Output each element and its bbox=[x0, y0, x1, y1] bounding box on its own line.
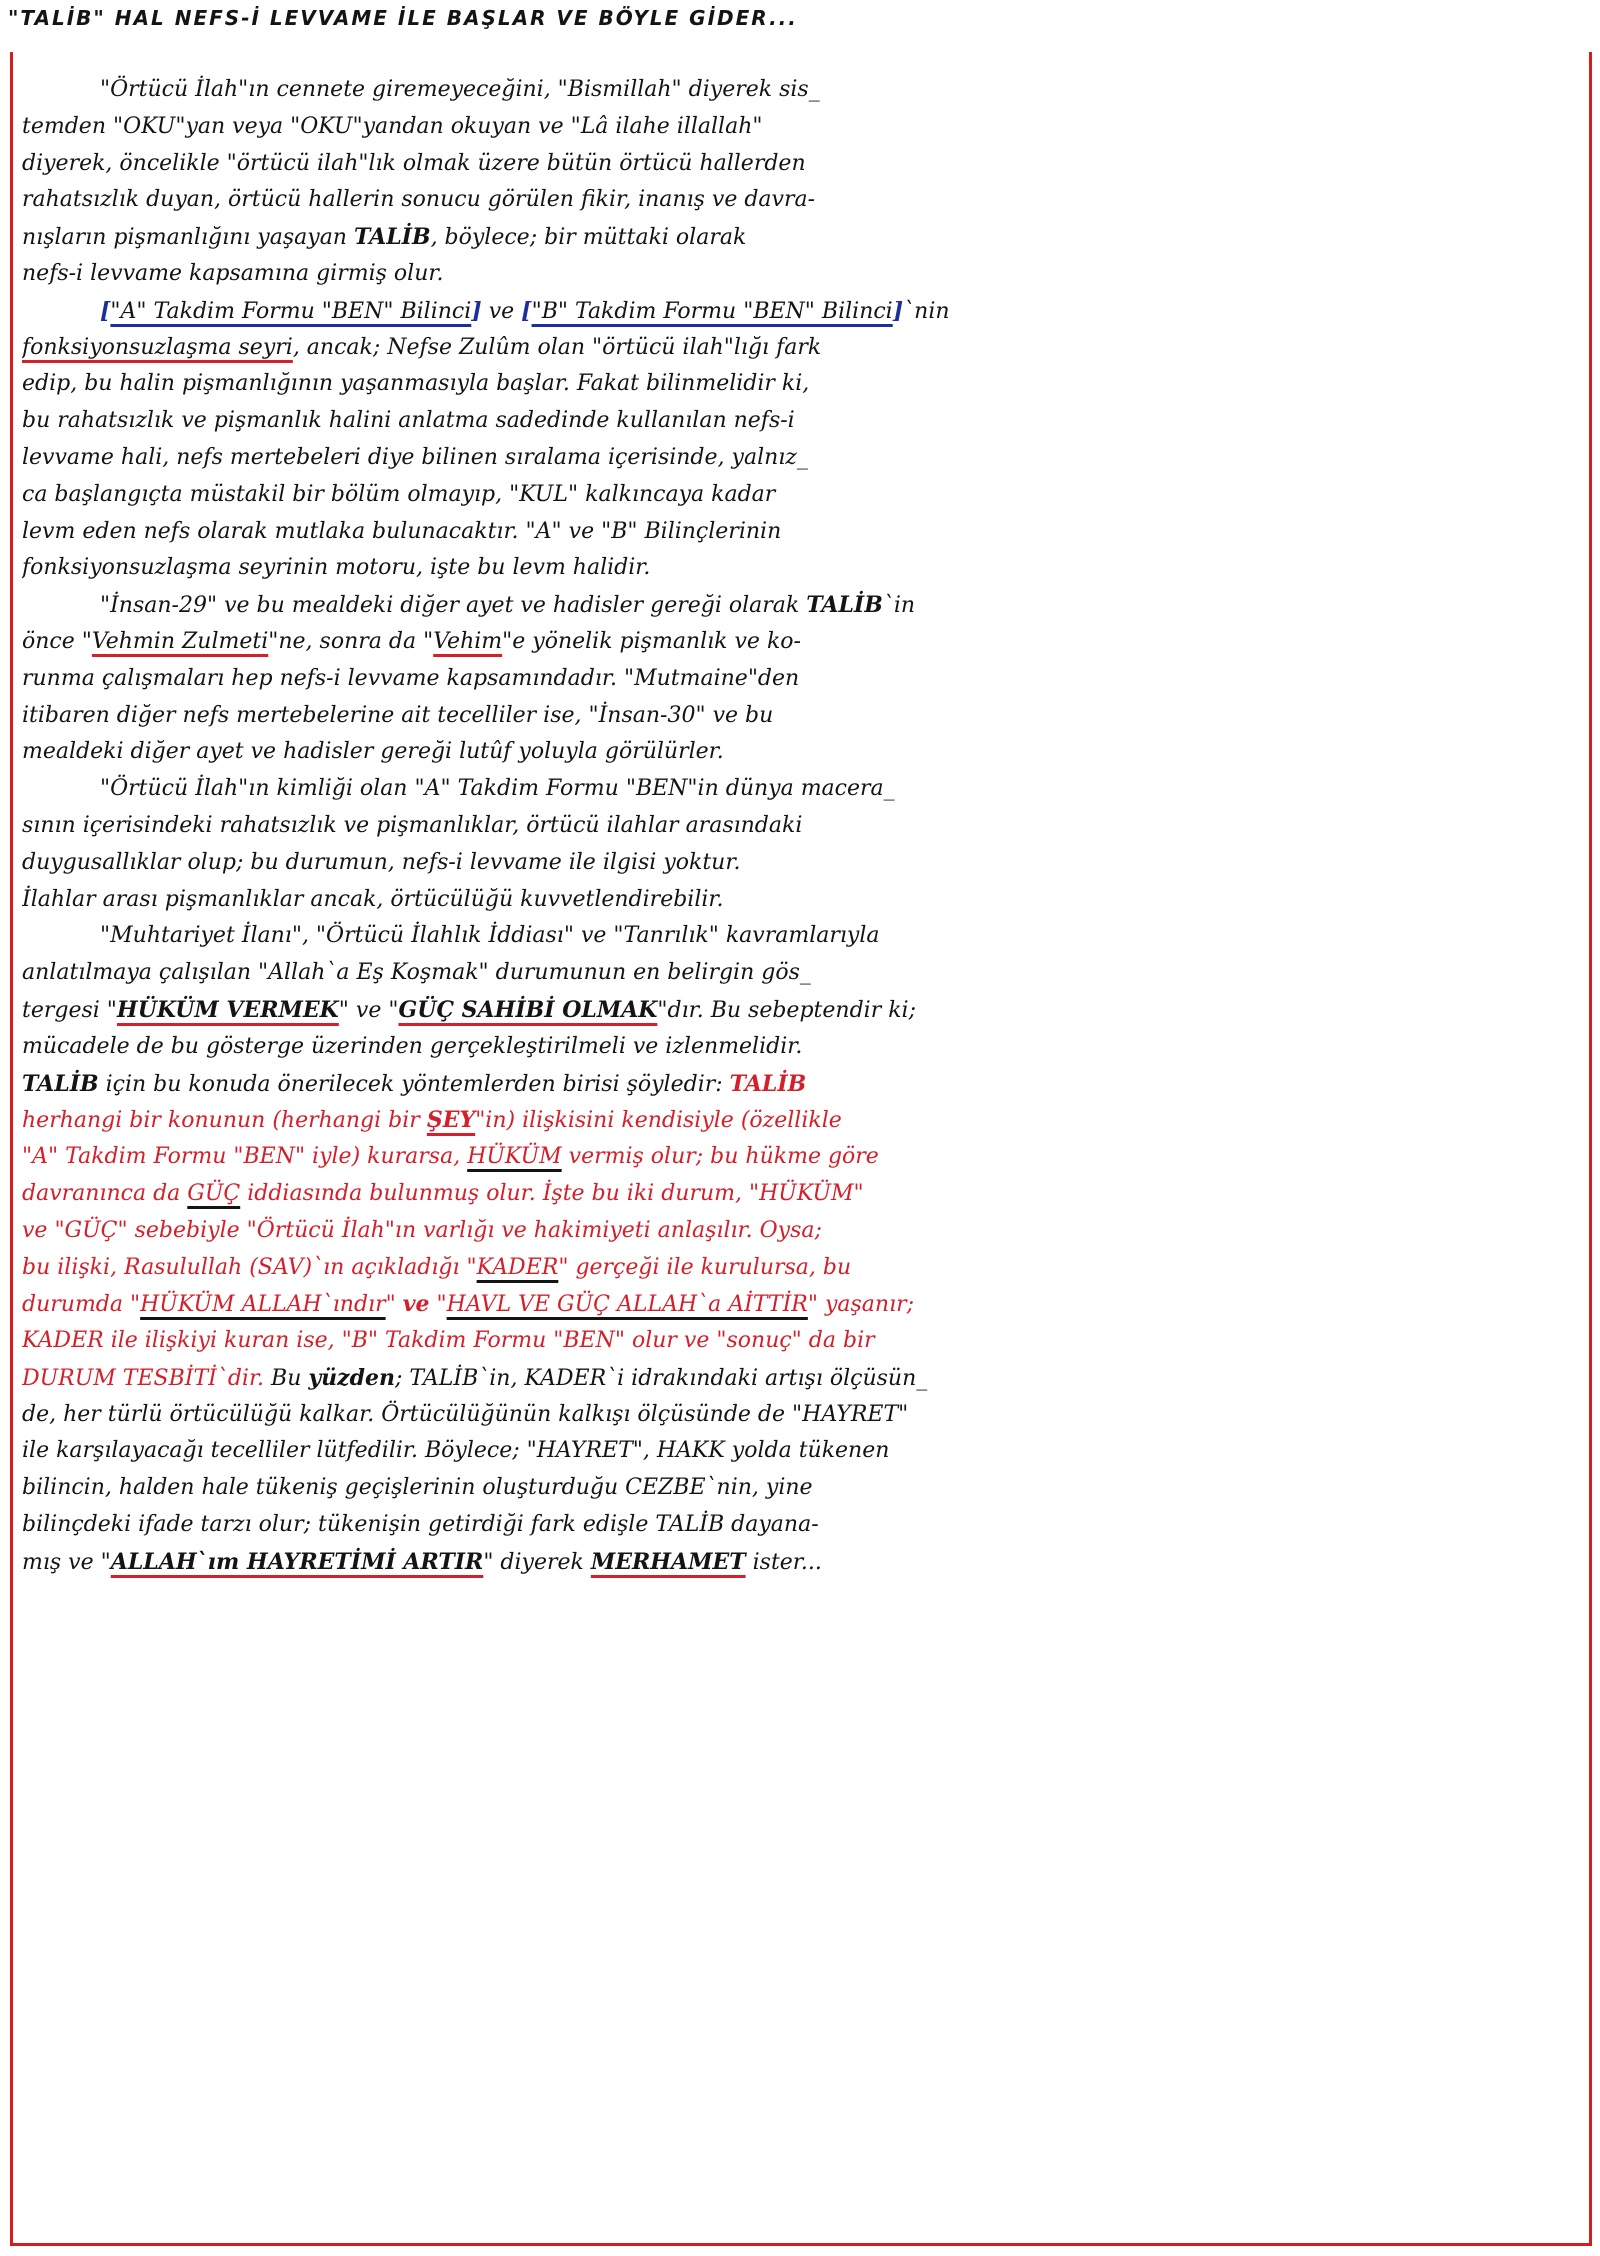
text-segment: de, her türlü örtücülüğü kalkar. Örtücülüğünün kalkışı ölçüsünde de "HAYRET" bbox=[22, 1401, 909, 1427]
text-segment: herhangi bir konunun (herhangi bir bbox=[22, 1108, 427, 1134]
text-segment: TALİB bbox=[22, 1070, 99, 1097]
text-line bbox=[22, 440, 1580, 477]
text-segment: [ bbox=[521, 297, 532, 324]
text-segment: `in bbox=[882, 593, 916, 619]
text-segment: bu rahatsızlık ve pişmanlık halini anlatma sadedinde kullanılan nefs-i bbox=[22, 408, 795, 434]
text-segment: sının içerisindeki rahatsızlık ve pişmanlıklar, örtücü ilahlar arasındaki bbox=[22, 812, 803, 838]
text-line bbox=[22, 1433, 1580, 1470]
text-segment: " ve " bbox=[338, 997, 399, 1023]
text-segment: ca başlangıçta müstakil bir bölüm olmayıp, "KUL" kalkıncaya kadar bbox=[22, 481, 776, 507]
text-segment: MERHAMET bbox=[590, 1548, 746, 1575]
text-line bbox=[22, 661, 1580, 698]
text-line bbox=[22, 918, 1580, 955]
text-segment: HAVL VE GÜÇ ALLAH`a AİTTİR bbox=[446, 1292, 808, 1318]
text-segment: bu ilişki, Rasulullah (SAV)`ın açıkladığı " bbox=[22, 1254, 477, 1280]
text-segment: davranınca da bbox=[22, 1180, 188, 1206]
text-segment: vermiş olur; bu hükme göre bbox=[561, 1144, 879, 1170]
text-segment: ve "GÜÇ" sebebiyle "Örtücü İlah"ın varlığı ve hakimiyeti anlaşılır. Oysa; bbox=[22, 1217, 822, 1243]
text-line bbox=[22, 109, 1580, 146]
text-segment: ; TALİB`in, KADER`i idrakındaki artışı ölçüsün_ bbox=[395, 1365, 928, 1391]
text-segment: " yaşanır; bbox=[807, 1292, 915, 1318]
text-segment: nışların pişmanlığını yaşayan bbox=[22, 225, 354, 251]
text-segment: " diyerek bbox=[483, 1549, 591, 1575]
text-line bbox=[22, 1176, 1580, 1213]
text-segment: Vehim bbox=[433, 628, 503, 654]
text-line bbox=[22, 1029, 1580, 1066]
text-segment: itibaren diğer nefs mertebelerine ait tecelliler ise, "İnsan-30" ve bu bbox=[22, 702, 774, 728]
text-segment: levm eden nefs olarak mutlaka bulunacaktır. "A" ve "B" Bilinçlerinin bbox=[22, 518, 782, 544]
text-segment: `nin bbox=[903, 298, 950, 324]
text-line bbox=[22, 1360, 1580, 1397]
text-segment: rahatsızlık duyan, örtücü hallerin sonucu görülen fikir, inanış ve davra- bbox=[22, 187, 816, 213]
text-line bbox=[22, 403, 1580, 440]
text-line bbox=[22, 256, 1580, 293]
text-segment: iddiasında bulunmuş olur. İşte bu iki durum, "HÜKÜM" bbox=[240, 1180, 864, 1206]
text-segment: HÜKÜM VERMEK bbox=[116, 996, 339, 1023]
text-line bbox=[22, 734, 1580, 771]
text-segment: İlahlar arası pişmanlıklar ancak, örtücülüğü kuvvetlendirebilir. bbox=[22, 886, 724, 912]
text-segment: runma çalışmaları hep nefs-i levvame kapsamındadır. "Mutmaine"den bbox=[22, 665, 800, 691]
text-line bbox=[22, 698, 1580, 735]
text-segment: ] bbox=[471, 297, 482, 324]
text-segment: DURUM TESBİTİ`dir. bbox=[22, 1365, 265, 1391]
text-segment: mücadele de bu gösterge üzerinden gerçekleştirilmeli ve izlenmelidir. bbox=[22, 1033, 803, 1059]
text-segment: mış ve " bbox=[22, 1549, 111, 1575]
text-segment: ŞEY bbox=[426, 1107, 476, 1134]
text-segment: "Örtücü İlah"ın cennete giremeyeceğini, "Bismillah" diyerek sis_ bbox=[100, 77, 820, 102]
text-segment: ve bbox=[481, 298, 522, 324]
text-line bbox=[22, 1544, 1580, 1581]
text-line bbox=[22, 293, 1580, 330]
text-line bbox=[22, 624, 1580, 661]
text-segment: edip, bu halin pişmanlığının yaşanmasıyla başlar. Fakat bilinmelidir ki, bbox=[22, 371, 810, 397]
text-segment: " bbox=[385, 1292, 403, 1318]
text-segment: ve bbox=[402, 1291, 430, 1318]
text-segment: TALİB bbox=[353, 224, 431, 251]
text-segment: "A" Takdim Formu "BEN" iyle) kurarsa, bbox=[22, 1144, 468, 1170]
text-segment: " bbox=[429, 1292, 447, 1318]
text-segment: temden "OKU"yan veya "OKU"yandan okuyan ve "Lâ ilahe illallah" bbox=[22, 113, 763, 139]
text-segment: Bu bbox=[264, 1365, 309, 1391]
text-segment: bilinçdeki ifade tarzı olur; tükenişin getirdiği fark edişle TALİB dayana- bbox=[22, 1512, 819, 1538]
page-body-text bbox=[22, 72, 1580, 1581]
text-line bbox=[22, 955, 1580, 992]
text-segment: , böylece; bir müttaki olarak bbox=[430, 225, 747, 251]
text-segment: "dır. Bu sebeptendir ki; bbox=[657, 997, 916, 1023]
text-segment: "A" Takdim Formu "BEN" Bilinci bbox=[110, 298, 472, 324]
text-line bbox=[22, 330, 1580, 367]
text-line bbox=[22, 992, 1580, 1029]
text-line bbox=[22, 1066, 1580, 1103]
text-segment: "in) ilişkisini kendisiyle (özellikle bbox=[475, 1108, 842, 1134]
text-segment: için bu konuda önerilecek yöntemlerden birisi şöyledir: bbox=[98, 1071, 730, 1097]
text-line bbox=[22, 477, 1580, 514]
text-segment: "B" Takdim Formu "BEN" Bilinci bbox=[531, 298, 893, 324]
text-segment: HÜKÜM bbox=[467, 1144, 562, 1170]
text-segment: "ne, sonra da " bbox=[268, 628, 434, 654]
text-line bbox=[22, 366, 1580, 403]
text-segment: diyerek, öncelikle "örtücü ilah"lık olmak üzere bütün örtücü hallerden bbox=[22, 150, 806, 176]
text-line bbox=[22, 1286, 1580, 1323]
text-line bbox=[22, 1323, 1580, 1360]
text-line bbox=[22, 182, 1580, 219]
page-title: "TALİB" HAL NEFS-İ LEVVAME İLE BAŞLAR VE BÖYLE GİDER... bbox=[8, 6, 798, 30]
text-line bbox=[22, 882, 1580, 919]
text-segment: TALİB bbox=[806, 592, 883, 619]
text-segment: mealdeki diğer ayet ve hadisler gereği lutûf yoluyla görülürler. bbox=[22, 739, 724, 765]
text-line bbox=[22, 587, 1580, 624]
text-segment: ile karşılayacağı tecelliler lütfedilir. Böylece; "HAYRET", HAKK yolda tükenen bbox=[22, 1438, 890, 1464]
text-segment: ALLAH`ım HAYRETİMİ ARTIR bbox=[110, 1548, 484, 1575]
text-segment: durumda " bbox=[22, 1292, 141, 1318]
text-segment: HÜKÜM ALLAH`ındır bbox=[140, 1292, 386, 1318]
text-segment: ister... bbox=[745, 1549, 822, 1575]
text-segment: tergesi " bbox=[22, 997, 117, 1023]
text-line bbox=[22, 146, 1580, 183]
text-segment: "e yönelik pişmanlık ve ko- bbox=[502, 628, 801, 654]
text-segment: "Muhtariyet İlanı", "Örtücü İlahlık İddiası" ve "Tanrılık" kavramlarıyla bbox=[100, 923, 880, 949]
text-segment: GÜÇ bbox=[187, 1180, 241, 1206]
text-segment: GÜÇ SAHİBİ OLMAK bbox=[398, 996, 658, 1023]
text-line bbox=[22, 1470, 1580, 1507]
text-segment: bilincin, halden hale tükeniş geçişlerinin oluşturduğu CEZBE`nin, yine bbox=[22, 1475, 813, 1501]
text-segment: , ancak; Nefse Zulûm olan "örtücü ilah"lığı fark bbox=[292, 334, 822, 360]
text-line bbox=[22, 1139, 1580, 1176]
text-segment: fonksiyonsuzlaşma seyrinin motoru, işte bu levm halidir. bbox=[22, 555, 651, 581]
text-segment: fonksiyonsuzlaşma seyri bbox=[22, 334, 293, 360]
text-segment: "İnsan-29" ve bu mealdeki diğer ayet ve hadisler gereği olarak bbox=[100, 593, 807, 619]
text-segment: anlatılmaya çalışılan "Allah`a Eş Koşmak" durumunun en belirgin gös_ bbox=[22, 960, 811, 986]
text-line bbox=[22, 1213, 1580, 1250]
text-segment: Vehmin Zulmeti bbox=[91, 628, 269, 654]
text-segment: nefs-i levvame kapsamına girmiş olur. bbox=[22, 260, 444, 286]
text-line bbox=[22, 514, 1580, 551]
text-line bbox=[22, 1102, 1580, 1139]
text-line bbox=[22, 771, 1580, 808]
text-segment: önce " bbox=[22, 628, 92, 654]
text-segment: KADER bbox=[476, 1254, 559, 1280]
text-segment: ] bbox=[892, 297, 904, 324]
text-line bbox=[22, 550, 1580, 587]
text-line bbox=[22, 1507, 1580, 1544]
text-segment: [ bbox=[100, 297, 111, 324]
text-line bbox=[22, 845, 1580, 882]
text-segment: levvame hali, nefs mertebeleri diye bilinen sıralama içerisinde, yalnız_ bbox=[22, 444, 808, 470]
text-segment: KADER ile ilişkiyi kuran ise, "B" Takdim Formu "BEN" olur ve "sonuç" da bir bbox=[22, 1328, 875, 1354]
text-line bbox=[22, 808, 1580, 845]
text-segment: yüzden bbox=[308, 1364, 396, 1391]
text-segment: " gerçeği ile kurulursa, bu bbox=[558, 1254, 852, 1280]
text-segment: TALİB bbox=[729, 1070, 807, 1097]
text-line bbox=[22, 1397, 1580, 1434]
text-segment: duygusallıklar olup; bu durumun, nefs-i levvame ile ilgisi yoktur. bbox=[22, 849, 741, 875]
text-line bbox=[22, 219, 1580, 256]
text-line bbox=[22, 72, 1580, 109]
text-line bbox=[22, 1250, 1580, 1287]
text-segment: "Örtücü İlah"ın kimliği olan "A" Takdim Formu "BEN"in dünya macera_ bbox=[100, 776, 895, 802]
